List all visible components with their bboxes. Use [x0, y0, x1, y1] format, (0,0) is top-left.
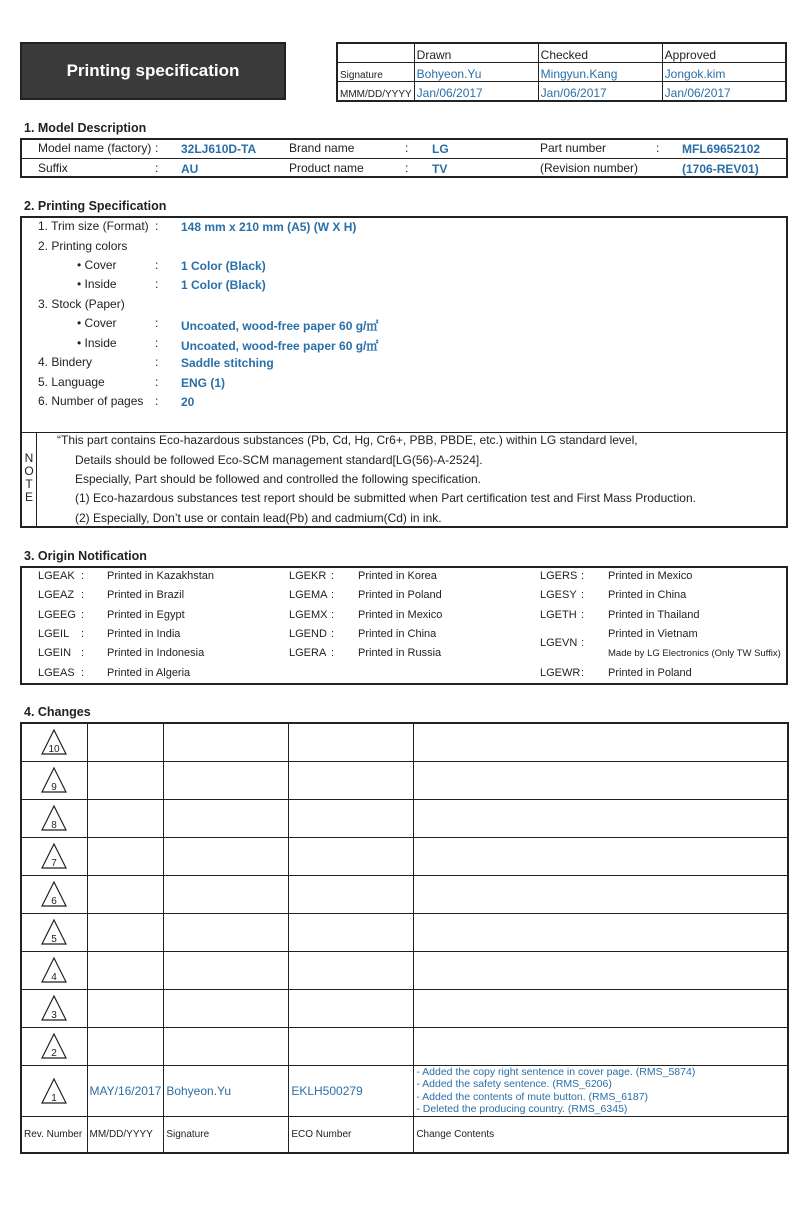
contents-cell: [414, 1065, 788, 1116]
change-line: - Added the safety sentence. (RMS_6206): [416, 1078, 612, 1090]
colon: :: [155, 219, 159, 233]
rev-cell: [21, 913, 87, 951]
contents-cell: [414, 1027, 788, 1065]
revision-number: 8: [51, 820, 58, 831]
signature-cell: [164, 761, 289, 799]
revision-value: (1706-REV01): [682, 162, 759, 176]
revision-number: 3: [51, 1010, 58, 1021]
table-row: [21, 989, 788, 1027]
note-letter: O: [24, 464, 34, 478]
drawn-signature: Bohyeon.Yu: [414, 63, 538, 82]
colon: :: [581, 570, 585, 582]
table-row: [21, 1027, 788, 1065]
colon: :: [155, 394, 159, 408]
note-line: Details should be followed Eco-SCM management standard[LG(56)-A-2524].: [75, 453, 483, 467]
rev-cell: [21, 1027, 87, 1065]
colon: :: [331, 570, 335, 582]
note-line: (2) Especially, Don’t use or contain lead(Pb) and cadmium(Cd) in ink.: [75, 511, 442, 525]
brand-value: LG: [432, 142, 449, 156]
origin-heading: 3. Origin Notification: [24, 549, 147, 563]
colon: :: [581, 667, 585, 679]
signature-label: Signature: [337, 63, 414, 82]
changes-table: [20, 722, 789, 1154]
revision-triangle-icon: [40, 842, 68, 870]
change-line: - Added the contents of mute button. (RMS_6187): [416, 1090, 649, 1103]
printing-spec-heading: 2. Printing Specification: [24, 199, 167, 213]
table-footer-row: [21, 1116, 788, 1153]
changes-heading: 4. Changes: [24, 705, 91, 719]
origin-text: Printed in Vietnam: [608, 628, 698, 640]
colon: :: [155, 141, 159, 155]
origin-text: Printed in Kazakhstan: [107, 570, 215, 582]
revision-number: 9: [51, 782, 58, 793]
pages-label: 6. Number of pages: [38, 394, 144, 408]
rev-cell: [21, 761, 87, 799]
colon: :: [331, 628, 335, 640]
rev-cell: [21, 1065, 87, 1116]
rev-cell: [21, 875, 87, 913]
colon: :: [581, 609, 585, 621]
note-letter: N: [24, 451, 34, 465]
colon: :: [656, 141, 660, 155]
product-name-label: Product name: [289, 161, 364, 175]
origin-text: Printed in Korea: [358, 570, 437, 582]
contents-cell: [414, 875, 788, 913]
approved-date: Jan/06/2017: [662, 82, 786, 102]
table-row: [21, 723, 788, 761]
contents-cell: [414, 799, 788, 837]
revision-number: 6: [51, 896, 58, 907]
drawn-header: Drawn: [414, 43, 538, 63]
note-letter: T: [25, 477, 33, 491]
language-value: ENG (1): [181, 376, 226, 390]
date-cell: MAY/16/2017: [87, 1065, 164, 1116]
origin-code: LGEND: [289, 628, 327, 640]
colon: :: [81, 589, 85, 601]
revision-triangle-icon: [40, 728, 68, 756]
origin-text: Printed in Egypt: [107, 609, 185, 621]
date-cell: [87, 913, 164, 951]
suffix-label: Suffix: [38, 161, 68, 175]
colon: :: [405, 161, 409, 175]
revision-triangle-icon: [40, 766, 68, 794]
revision-number: 10: [48, 744, 60, 756]
eco-cell: [289, 761, 414, 799]
part-number-value: MFL69652102: [682, 142, 761, 156]
date-cell: [87, 799, 164, 837]
colon: :: [81, 667, 85, 679]
suffix-value: AU: [181, 162, 199, 176]
origin-code: LGEIN: [38, 647, 72, 659]
contents-cell: [414, 951, 788, 989]
revision-triangle-icon: [40, 918, 68, 946]
colon: :: [155, 277, 159, 291]
date-label: MMM/DD/YYYY: [337, 82, 414, 102]
contents-cell: [414, 761, 788, 799]
model-description-heading: 1. Model Description: [24, 121, 147, 135]
note-letter: E: [24, 490, 33, 504]
colon: :: [81, 628, 85, 640]
date-cell: [87, 989, 164, 1027]
brand-label: Brand name: [289, 141, 355, 155]
date-cell: [87, 1027, 164, 1065]
eco-cell: [289, 875, 414, 913]
origin-text: Printed in Poland: [608, 667, 692, 679]
rev-cell: [21, 837, 87, 875]
colon: :: [331, 589, 335, 601]
origin-code: LGERA: [289, 647, 327, 659]
contents-cell: [414, 837, 788, 875]
origin-code: LGEAS: [38, 667, 75, 679]
printing-colors-label: 2. Printing colors: [38, 239, 128, 253]
note-label: [24, 452, 34, 504]
rev-cell: [21, 951, 87, 989]
signature-cell: Bohyeon.Yu: [164, 1065, 289, 1116]
table-row: [21, 761, 788, 799]
footer-label: Rev. Number: [21, 1116, 87, 1153]
inside-color-value: 1 Color (Black): [181, 278, 266, 292]
eco-cell: [289, 723, 414, 761]
product-name-value: TV: [432, 162, 448, 176]
pages-value: 20: [181, 395, 195, 409]
revision-number: 4: [51, 972, 58, 983]
origin-text: Printed in Mexico: [358, 609, 443, 621]
footer-label: ECO Number: [289, 1116, 414, 1153]
origin-code: LGERS: [540, 570, 578, 582]
contents-cell: [414, 723, 788, 761]
stock-label: 3. Stock (Paper): [38, 297, 125, 311]
checked-signature: Mingyun.Kang: [538, 63, 662, 82]
signature-cell: [164, 875, 289, 913]
revision-number: 2: [51, 1048, 58, 1059]
rev-cell: [21, 723, 87, 761]
contents-cell: [414, 989, 788, 1027]
colon: :: [581, 637, 585, 649]
footer-label: Change Contents: [414, 1116, 788, 1153]
origin-code: LGEMX: [289, 609, 328, 621]
eco-cell: [289, 799, 414, 837]
revision-triangle-icon: [40, 1077, 68, 1105]
table-row: [21, 875, 788, 913]
date-cell: [87, 951, 164, 989]
trim-value: 148 mm x 210 mm (A5) (W X H): [181, 220, 357, 234]
colon: :: [155, 316, 159, 330]
inside-stock-value: Uncoated, wood-free paper 60 g/㎡: [181, 339, 379, 353]
origin-text: Printed in Poland: [358, 589, 442, 601]
revision-triangle-icon: [40, 804, 68, 832]
table-row: [21, 1065, 788, 1116]
change-line: - Added the copy right sentence in cover page. (RMS_5874): [416, 1065, 696, 1078]
origin-text: Made by LG Electronics (Only TW Suffix): [608, 648, 781, 659]
rev-cell: [21, 799, 87, 837]
colon: :: [581, 589, 585, 601]
table-row: [21, 951, 788, 989]
signature-cell: [164, 799, 289, 837]
revision-triangle-icon: [40, 1032, 68, 1060]
signature-cell: [164, 951, 289, 989]
revision-number: 7: [51, 858, 58, 869]
colon: :: [155, 375, 159, 389]
signature-table: [336, 42, 787, 102]
table-row: [21, 799, 788, 837]
contents-cell: [414, 913, 788, 951]
origin-code: LGEVN: [540, 637, 578, 649]
revision-triangle-icon: [40, 880, 68, 908]
table-row: [21, 913, 788, 951]
revision-number: 1: [51, 1092, 58, 1104]
colon: :: [405, 141, 409, 155]
cover-stock-value: Uncoated, wood-free paper 60 g/㎡: [181, 319, 379, 333]
footer-label: MM/DD/YYYY: [87, 1116, 164, 1153]
colon: :: [155, 355, 159, 369]
revision-label: (Revision number): [540, 161, 639, 175]
eco-cell: EKLH500279: [289, 1065, 414, 1116]
origin-code: LGEMA: [289, 589, 328, 601]
date-cell: [87, 723, 164, 761]
signature-cell: [164, 913, 289, 951]
origin-code: LGEWR: [540, 667, 581, 679]
revision-triangle-icon: [40, 956, 68, 984]
origin-code: LGEAK: [38, 570, 75, 582]
origin-text: Printed in Mexico: [608, 570, 693, 582]
origin-text: Printed in Algeria: [107, 667, 191, 679]
inside-stock-label: • Inside: [77, 336, 117, 350]
colon: :: [81, 647, 85, 659]
origin-text: Printed in Russia: [358, 647, 442, 659]
eco-cell: [289, 1027, 414, 1065]
drawn-date: Jan/06/2017: [414, 82, 538, 102]
signature-cell: [164, 723, 289, 761]
bindery-label: 4. Bindery: [38, 355, 93, 369]
model-name-value: 32LJ610D-TA: [181, 142, 257, 156]
checked-date: Jan/06/2017: [538, 82, 662, 102]
checked-header: Checked: [538, 43, 662, 63]
inside-color-label: • Inside: [77, 277, 117, 291]
note-line: Especially, Part should be followed and controlled the following specification.: [75, 472, 482, 486]
origin-text: Printed in China: [608, 589, 687, 601]
origin-text: Printed in India: [107, 628, 181, 640]
colon: :: [331, 609, 335, 621]
eco-cell: [289, 837, 414, 875]
origin-code: LGETH: [540, 609, 577, 621]
origin-code: LGEEG: [38, 609, 76, 621]
revision-triangle-icon: [40, 994, 68, 1022]
eco-cell: [289, 989, 414, 1027]
blank-cell: [337, 43, 414, 63]
origin-text: Printed in Brazil: [107, 589, 185, 601]
rev-cell: [21, 989, 87, 1027]
origin-text: Printed in Indonesia: [107, 647, 205, 659]
signature-cell: [164, 1027, 289, 1065]
note-line: “This part contains Eco-hazardous substances (Pb, Cd, Hg, Cr6+, PBB, PBDE, etc.) within LG standard level,: [57, 433, 638, 447]
bindery-value: Saddle stitching: [181, 356, 274, 370]
date-cell: [87, 875, 164, 913]
change-line: - Deleted the producing country. (RMS_6345): [416, 1103, 628, 1115]
origin-code: LGESY: [540, 589, 577, 601]
language-label: 5. Language: [38, 375, 105, 389]
model-name-label: Model name (factory): [38, 141, 152, 155]
colon: :: [155, 336, 159, 350]
part-number-label: Part number: [540, 141, 607, 155]
trim-label: 1. Trim size (Format): [38, 219, 149, 233]
colon: :: [81, 609, 85, 621]
footer-label: Signature: [164, 1116, 289, 1153]
eco-cell: [289, 951, 414, 989]
eco-cell: [289, 913, 414, 951]
table-row: [21, 837, 788, 875]
approved-header: Approved: [662, 43, 786, 63]
origin-text: Printed in China: [358, 628, 437, 640]
origin-code: LGEIL: [38, 628, 70, 640]
origin-code: LGEKR: [289, 570, 327, 582]
cover-color-label: • Cover: [77, 258, 117, 272]
origin-text: Printed in Thailand: [608, 609, 700, 621]
origin-code: LGEAZ: [38, 589, 75, 601]
colon: :: [155, 161, 159, 175]
cover-color-value: 1 Color (Black): [181, 259, 266, 273]
signature-cell: [164, 837, 289, 875]
date-cell: [87, 761, 164, 799]
note-line: (1) Eco-hazardous substances test report should be submitted when Part certification test and First Mass Production.: [75, 491, 696, 505]
revision-number: 5: [51, 934, 58, 945]
page-title: Printing specification: [20, 42, 286, 100]
date-cell: [87, 837, 164, 875]
colon: :: [155, 258, 159, 272]
approved-signature: Jongok.kim: [662, 63, 786, 82]
colon: :: [331, 647, 335, 659]
colon: :: [81, 570, 85, 582]
signature-cell: [164, 989, 289, 1027]
cover-stock-label: • Cover: [77, 316, 117, 330]
